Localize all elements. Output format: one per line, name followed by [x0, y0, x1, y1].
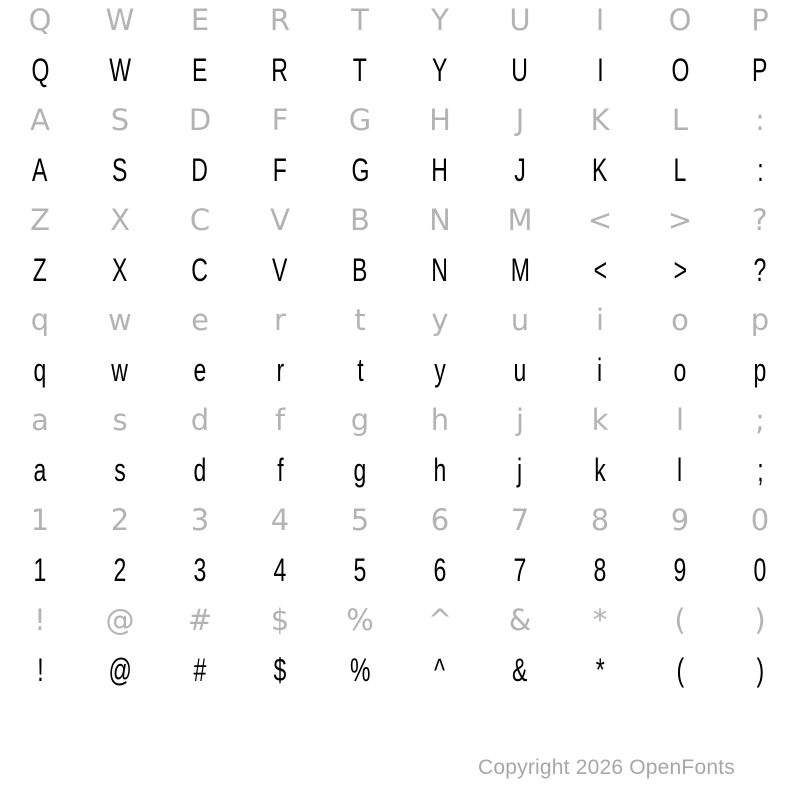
glyph-cell: < [587, 203, 613, 237]
glyph-row-sample [0, 45, 800, 95]
glyph-cell: y [434, 352, 446, 388]
glyph-cell: 3 [190, 503, 210, 537]
glyph-cell: I [596, 52, 604, 88]
glyph-cell: u [513, 352, 527, 388]
glyph-cell: e [191, 303, 209, 337]
glyph-cell: p [753, 352, 767, 388]
glyph-cell: C [189, 203, 211, 237]
glyph-cell: t [354, 303, 366, 337]
glyph-cell: W [105, 3, 135, 37]
glyph-cell: * [595, 652, 605, 688]
glyph-cell: V [272, 252, 288, 288]
glyph-cell: M [510, 252, 530, 288]
glyph-row-reference [0, 295, 800, 345]
glyph-cell: % [349, 652, 371, 688]
glyph-cell: U [509, 3, 531, 37]
glyph-cell: 1 [30, 503, 50, 537]
glyph-cell: X [112, 252, 128, 288]
glyph-cell: Q [28, 3, 52, 37]
glyph-row-sample [0, 445, 800, 495]
glyph-cell: 1 [33, 552, 47, 588]
glyph-cell: : [755, 103, 765, 137]
glyph-cell: 9 [673, 552, 687, 588]
glyph-cell: P [752, 52, 768, 88]
glyph-cell: s [114, 452, 126, 488]
glyph-cell: V [270, 203, 290, 237]
glyph-cell: ? [752, 203, 768, 237]
glyph-cell: U [511, 52, 529, 88]
glyph-cell: N [431, 252, 449, 288]
glyph-cell: ^ [434, 652, 446, 688]
glyph-cell: X [110, 203, 130, 237]
glyph-row-reference [0, 495, 800, 545]
glyph-cell: j [515, 403, 525, 437]
glyph-cell: a [31, 403, 49, 437]
glyph-cell: 8 [593, 552, 607, 588]
glyph-cell: p [750, 303, 770, 337]
glyph-cell: ) [754, 603, 766, 637]
glyph-row-sample [0, 345, 800, 395]
glyph-cell: Y [432, 52, 448, 88]
glyph-cell: $ [270, 603, 290, 637]
glyph-cell: I [595, 3, 605, 37]
glyph-row-reference [0, 195, 800, 245]
glyph-cell: D [191, 152, 209, 188]
glyph-cell: 0 [750, 503, 770, 537]
glyph-cell: J [515, 103, 525, 137]
glyph-row-reference [0, 0, 800, 45]
glyph-cell: R [269, 3, 291, 37]
glyph-cell: 7 [513, 552, 527, 588]
glyph-cell: ( [674, 603, 686, 637]
glyph-cell: & [508, 603, 532, 637]
glyph-cell: H [429, 103, 451, 137]
glyph-cell: R [271, 52, 289, 88]
glyph-cell: i [597, 352, 603, 388]
glyph-cell: K [590, 103, 610, 137]
glyph-cell: a [33, 452, 47, 488]
glyph-cell: E [190, 3, 210, 37]
glyph-cell: u [510, 303, 530, 337]
glyph-cell: r [274, 303, 286, 337]
glyph-cell: h [433, 452, 447, 488]
glyph-cell: L [671, 103, 689, 137]
glyph-cell: B [352, 252, 368, 288]
glyph-cell: 6 [430, 503, 450, 537]
glyph-cell: > [667, 203, 693, 237]
glyph-cell: Z [30, 203, 50, 237]
glyph-cell: T [351, 3, 369, 37]
glyph-cell: 3 [193, 552, 207, 588]
glyph-cell: 4 [270, 503, 290, 537]
glyph-cell: 9 [670, 503, 690, 537]
glyph-cell: K [592, 152, 608, 188]
glyph-cell: w [108, 303, 132, 337]
glyph-cell: # [193, 652, 207, 688]
glyph-cell: @ [108, 652, 132, 688]
glyph-row-reference [0, 95, 800, 145]
glyph-cell: k [591, 403, 609, 437]
glyph-cell: 8 [590, 503, 610, 537]
glyph-cell: ! [34, 603, 46, 637]
glyph-row-reference [0, 595, 800, 645]
glyph-cell: @ [105, 603, 135, 637]
glyph-cell: M [507, 203, 533, 237]
glyph-row-sample [0, 545, 800, 595]
glyph-cell: P [751, 3, 769, 37]
glyph-cell: l [677, 452, 683, 488]
glyph-cell: o [673, 352, 687, 388]
glyph-cell: h [430, 403, 450, 437]
glyph-cell: t [356, 352, 364, 388]
glyph-cell: O [671, 52, 689, 88]
glyph-cell: S [112, 152, 128, 188]
glyph-cell: $ [273, 652, 287, 688]
glyph-cell: d [190, 403, 210, 437]
glyph-cell: ; [756, 452, 764, 488]
glyph-cell: W [109, 52, 131, 88]
glyph-cell: 6 [433, 552, 447, 588]
glyph-cell: f [276, 452, 284, 488]
glyph-cell: ? [753, 252, 767, 288]
glyph-cell: C [191, 252, 209, 288]
glyph-cell: k [594, 452, 606, 488]
glyph-cell: F [272, 152, 288, 188]
glyph-cell: q [33, 352, 47, 388]
glyph-cell: 5 [350, 503, 370, 537]
glyph-cell: B [350, 203, 370, 237]
glyph-cell: N [429, 203, 451, 237]
glyph-cell: g [353, 452, 367, 488]
glyph-cell: O [668, 3, 692, 37]
glyph-cell: 2 [110, 503, 130, 537]
glyph-cell: f [274, 403, 286, 437]
glyph-cell: j [517, 452, 523, 488]
glyph-cell: Z [32, 252, 48, 288]
glyph-cell: H [431, 152, 449, 188]
glyph-cell: ( [676, 652, 684, 688]
glyph-row-sample [0, 145, 800, 195]
glyph-cell: 7 [510, 503, 530, 537]
glyph-cell: i [595, 303, 605, 337]
glyph-cell: ! [36, 652, 44, 688]
glyph-cell: G [351, 152, 369, 188]
glyph-cell: Q [31, 52, 49, 88]
glyph-cell: ; [755, 403, 765, 437]
glyph-cell: A [32, 152, 48, 188]
glyph-row-sample [0, 245, 800, 295]
glyph-cell: 4 [273, 552, 287, 588]
glyph-cell: r [276, 352, 284, 388]
glyph-cell: ^ [427, 603, 453, 637]
glyph-cell: J [514, 152, 526, 188]
glyph-cell: ) [756, 652, 764, 688]
copyright-notice: Copyright 2026 OpenFonts [478, 756, 735, 779]
glyph-cell: 0 [753, 552, 767, 588]
glyph-cell: s [112, 403, 128, 437]
glyph-cell: Y [431, 3, 449, 37]
glyph-cell: w [111, 352, 129, 388]
glyph-cell: e [193, 352, 207, 388]
glyph-cell: & [512, 652, 528, 688]
glyph-cell: L [673, 152, 687, 188]
glyph-cell: D [188, 103, 212, 137]
glyph-cell: F [271, 103, 289, 137]
glyph-cell: * [592, 603, 608, 637]
glyph-cell: % [346, 603, 374, 637]
glyph-row-sample [0, 645, 800, 695]
glyph-cell: 2 [113, 552, 127, 588]
glyph-cell: < [593, 252, 607, 288]
glyph-cell: q [30, 303, 50, 337]
glyph-cell: g [350, 403, 370, 437]
glyph-cell: G [348, 103, 372, 137]
glyph-cell: o [671, 303, 689, 337]
glyph-cell: y [431, 303, 449, 337]
glyph-cell: 5 [353, 552, 367, 588]
glyph-cell: > [673, 252, 687, 288]
glyph-cell: l [675, 403, 685, 437]
glyph-cell: d [193, 452, 207, 488]
glyph-row-reference [0, 395, 800, 445]
glyph-cell: E [192, 52, 208, 88]
glyph-cell: A [30, 103, 50, 137]
glyph-cell: S [110, 103, 130, 137]
glyph-cell: T [352, 52, 368, 88]
glyph-cell: : [756, 152, 764, 188]
glyph-cell: # [187, 603, 213, 637]
